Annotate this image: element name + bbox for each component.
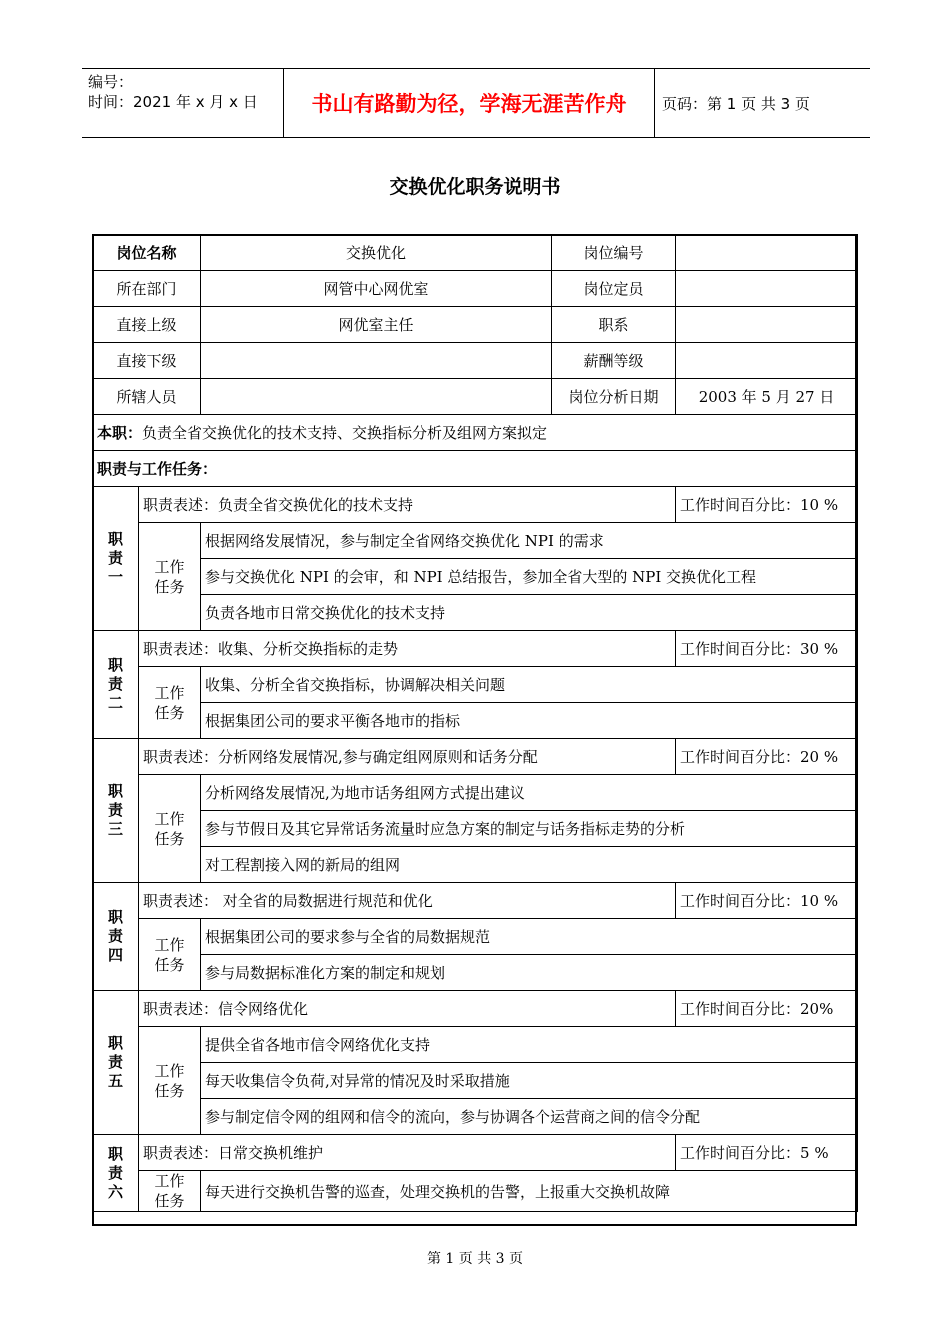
duty-group-char: 责 bbox=[107, 549, 123, 567]
duty-time-percentage: 工作时间百分比：10 % bbox=[676, 487, 858, 523]
duty-task: 提供全省各地市信令网络优化支持 bbox=[201, 1027, 858, 1063]
dept-label: 所在部门 bbox=[93, 271, 201, 307]
duty-group-label bbox=[93, 631, 139, 739]
task-label-line: 任务 bbox=[154, 955, 185, 974]
duty-task-row bbox=[93, 847, 858, 883]
task-label bbox=[139, 1027, 201, 1135]
superior-label: 直接上级 bbox=[93, 307, 201, 343]
duty-description: 职责表述： 对全省的局数据进行规范和优化 bbox=[139, 883, 676, 919]
task-label-line: 工作 bbox=[154, 935, 185, 954]
duty-task: 根据网络发展情况，参与制定全省网络交换优化 NPI 的需求 bbox=[201, 523, 858, 559]
duty-time-percentage: 工作时间百分比：30 % bbox=[676, 631, 858, 667]
duties-header: 职责与工作任务： bbox=[93, 451, 858, 487]
position-no-value bbox=[676, 235, 858, 271]
dept-value: 网管中心网优室 bbox=[201, 271, 552, 307]
header-motto: 书山有路勤为径，学海无涯苦作舟 bbox=[283, 69, 655, 137]
task-label-line: 任务 bbox=[154, 703, 185, 722]
duty-group-char: 一 bbox=[107, 568, 123, 586]
task-label-line: 工作 bbox=[154, 557, 185, 576]
duty-task-row bbox=[93, 595, 858, 631]
duty-task: 参与交换优化 NPI 的会审，和 NPI 总结报告，参加全省大型的 NPI 交换优化工程 bbox=[201, 559, 858, 595]
task-label-line: 任务 bbox=[154, 577, 185, 596]
duty-group-char: 职 bbox=[107, 782, 123, 800]
duty-time-percentage: 工作时间百分比：10 % bbox=[676, 883, 858, 919]
duty-task-row bbox=[93, 1063, 858, 1099]
series-label: 职系 bbox=[552, 307, 676, 343]
duty-task: 分析网络发展情况,为地市话务组网方式提出建议 bbox=[201, 775, 858, 811]
duty-task: 每天进行交换机告警的巡查，处理交换机的告警，上报重大交换机故障 bbox=[201, 1171, 858, 1212]
duty-task-row bbox=[93, 559, 858, 595]
task-label-line: 工作 bbox=[154, 1172, 185, 1190]
task-label-line: 工作 bbox=[154, 809, 185, 828]
document-title: 交换优化职务说明书 bbox=[389, 176, 561, 198]
duty-task: 根据集团公司的要求平衡各地市的指标 bbox=[201, 703, 858, 739]
quota-value bbox=[676, 271, 858, 307]
duty-desc-row bbox=[93, 883, 858, 919]
duty-group-char: 职 bbox=[107, 1034, 123, 1052]
task-label-line: 任务 bbox=[154, 1081, 185, 1100]
duty-description: 职责表述：负责全省交换优化的技术支持 bbox=[139, 487, 676, 523]
duty-description: 职责表述：收集、分析交换指标的走势 bbox=[139, 631, 676, 667]
duty-group-char: 职 bbox=[107, 908, 123, 926]
duty-group-label bbox=[93, 739, 139, 883]
duty-desc-row bbox=[93, 739, 858, 775]
subordinate-value bbox=[201, 343, 552, 379]
duty-summary-text: 负责全省交换优化的技术支持、交换指标分析及组网方案拟定 bbox=[142, 424, 548, 442]
salary-value bbox=[676, 343, 858, 379]
duty-task: 参与制定信令网的组网和信令的流向，参与协调各个运营商之间的信令分配 bbox=[201, 1099, 858, 1135]
duty-group-char: 责 bbox=[107, 675, 123, 693]
duty-group-char: 责 bbox=[107, 927, 123, 945]
staff-value bbox=[201, 379, 552, 415]
duty-group-char: 责 bbox=[107, 1163, 123, 1182]
duty-task: 参与节假日及其它异常话务流量时应急方案的制定与话务指标走势的分析 bbox=[201, 811, 858, 847]
duty-task-row bbox=[93, 1027, 858, 1063]
duty-task: 参与局数据标准化方案的制定和规划 bbox=[201, 955, 858, 991]
duty-time-percentage: 工作时间百分比：20% bbox=[676, 991, 858, 1027]
document-number-label: 编号： bbox=[88, 73, 134, 91]
duty-task-row bbox=[93, 775, 858, 811]
duty-desc-row bbox=[93, 631, 858, 667]
task-label-line: 工作 bbox=[154, 1061, 185, 1080]
position-name-value: 交换优化 bbox=[201, 235, 552, 271]
task-label bbox=[139, 1171, 201, 1212]
duty-desc-row bbox=[93, 991, 858, 1027]
subordinate-label: 直接下级 bbox=[93, 343, 201, 379]
duty-group-char: 责 bbox=[107, 801, 123, 819]
page-header bbox=[82, 68, 870, 138]
position-name-label: 岗位名称 bbox=[93, 235, 201, 271]
duty-task: 每天收集信令负荷,对异常的情况及时采取措施 bbox=[201, 1063, 858, 1099]
salary-label: 薪酬等级 bbox=[552, 343, 676, 379]
header-page-info: 页码：第 1 页 共 3 页 bbox=[662, 94, 810, 113]
duty-task-row bbox=[93, 811, 858, 847]
duty-group-char: 五 bbox=[107, 1072, 123, 1090]
duty-task-row bbox=[93, 955, 858, 991]
duty-time-percentage: 工作时间百分比：20 % bbox=[676, 739, 858, 775]
duty-description: 职责表述：信令网络优化 bbox=[139, 991, 676, 1027]
duty-task-row bbox=[93, 523, 858, 559]
task-label bbox=[139, 667, 201, 739]
duty-desc-row bbox=[93, 487, 858, 523]
duty-task-row bbox=[93, 1171, 858, 1212]
duty-task-row bbox=[93, 667, 858, 703]
analysis-date-value: 2003 年 5 月 27 日 bbox=[676, 379, 858, 415]
duty-task-row bbox=[93, 919, 858, 955]
duty-group-label bbox=[93, 487, 139, 631]
duty-time-percentage: 工作时间百分比：5 % bbox=[676, 1135, 858, 1171]
task-label-line: 工作 bbox=[154, 683, 185, 702]
duty-group-label bbox=[93, 991, 139, 1135]
duty-group-char: 三 bbox=[107, 820, 123, 838]
series-value bbox=[676, 307, 858, 343]
duty-task-row bbox=[93, 703, 858, 739]
duty-group-label bbox=[93, 1135, 139, 1212]
duty-task: 对工程割接入网的新局的组网 bbox=[201, 847, 858, 883]
duty-group-char: 职 bbox=[107, 530, 123, 548]
duties-body bbox=[93, 487, 858, 1212]
duty-task-row bbox=[93, 1099, 858, 1135]
duty-task: 根据集团公司的要求参与全省的局数据规范 bbox=[201, 919, 858, 955]
header-meta bbox=[82, 69, 282, 137]
duty-group-char: 责 bbox=[107, 1053, 123, 1071]
duty-desc-row bbox=[93, 1135, 858, 1171]
position-no-label: 岗位编号 bbox=[552, 235, 676, 271]
analysis-date-label: 岗位分析日期 bbox=[552, 379, 676, 415]
duty-group-char: 二 bbox=[107, 694, 123, 712]
task-label-line: 任务 bbox=[154, 1192, 185, 1210]
task-label bbox=[139, 775, 201, 883]
job-description-table bbox=[92, 234, 858, 1212]
duty-task: 收集、分析全省交换指标，协调解决相关问题 bbox=[201, 667, 858, 703]
document-time-label: 时间：2021 年 x 月 x 日 bbox=[88, 93, 258, 111]
duty-group-char: 职 bbox=[107, 1144, 123, 1163]
duty-group-char: 四 bbox=[107, 946, 123, 964]
superior-value: 网优室主任 bbox=[201, 307, 552, 343]
duty-summary bbox=[93, 415, 858, 451]
quota-label: 岗位定员 bbox=[552, 271, 676, 307]
duty-group-char: 六 bbox=[107, 1182, 123, 1201]
duty-group-char: 职 bbox=[107, 656, 123, 674]
task-label bbox=[139, 919, 201, 991]
staff-label: 所辖人员 bbox=[93, 379, 201, 415]
task-label bbox=[139, 523, 201, 631]
duty-description: 职责表述：日常交换机维护 bbox=[139, 1135, 676, 1171]
duty-task: 负责各地市日常交换优化的技术支持 bbox=[201, 595, 858, 631]
task-label-line: 任务 bbox=[154, 829, 185, 848]
duty-description: 职责表述：分析网络发展情况,参与确定组网原则和话务分配 bbox=[139, 739, 676, 775]
page-footer: 第 1 页 共 3 页 bbox=[426, 1251, 524, 1267]
duty-group-label bbox=[93, 883, 139, 991]
duty-summary-label: 本职： bbox=[97, 424, 143, 442]
